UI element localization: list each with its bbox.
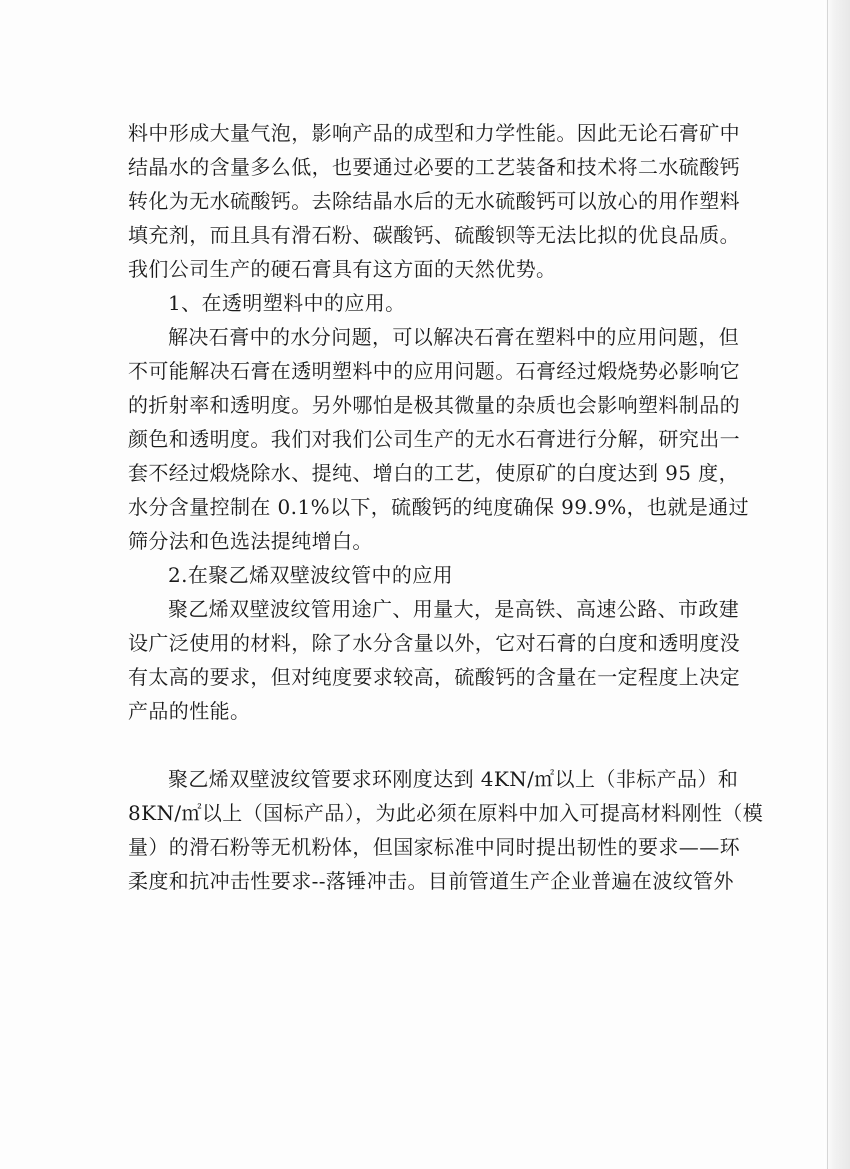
- text-line: 结晶水的含量多么低，也要通过必要的工艺装备和技术将二水硫酸钙: [128, 155, 740, 179]
- text-line: 水分含量控制在 0.1%以下，硫酸钙的纯度确保 99.9%，也就是通过: [128, 495, 750, 519]
- text-line: 解决石膏中的水分问题，可以解决石膏在塑料中的应用问题，但: [168, 325, 740, 349]
- text-line: 筛分法和色选法提纯增白。: [128, 529, 373, 553]
- document-body: [128, 116, 764, 898]
- scan-edge-line: [827, 0, 828, 1169]
- paragraph-gap: [128, 728, 710, 762]
- text-line: 2.在聚乙烯双壁波纹管中的应用: [168, 563, 454, 587]
- text-line: 的折射率和透明度。另外哪怕是极其微量的杂质也会影响塑料制品的: [128, 393, 740, 417]
- text-line: 料中形成大量气泡，影响产品的成型和力学性能。因此无论石膏矿中: [128, 121, 740, 145]
- text-line: 套不经过煅烧除水、提纯、增白的工艺，使原矿的白度达到 95 度，: [128, 461, 739, 485]
- text-line: 颜色和透明度。我们对我们公司生产的无水石膏进行分解，研究出一: [128, 427, 740, 451]
- text-line: 聚乙烯双壁波纹管要求环刚度达到 4KN/㎡以上（非标产品）和: [168, 767, 739, 791]
- text-line: 柔度和抗冲击性要求--落锤冲击。目前管道生产企业普遍在波纹管外: [128, 869, 734, 893]
- text-line: 转化为无水硫酸钙。去除结晶水后的无水硫酸钙可以放心的用作塑料: [128, 189, 740, 213]
- text-line: 有太高的要求，但对纯度要求较高，硫酸钙的含量在一定程度上决定: [128, 665, 740, 689]
- text-line: 产品的性能。: [128, 699, 251, 723]
- text-line: 8KN/㎡以上（国标产品），为此必须在原料中加入可提高材料刚性（模: [128, 801, 764, 825]
- text-line: 我们公司生产的硬石膏具有这方面的天然优势。: [128, 257, 557, 281]
- text-line: 聚乙烯双壁波纹管用途广、用量大，是高铁、高速公路、市政建: [168, 597, 740, 621]
- text-line: 填充剂，而且具有滑石粉、碳酸钙、硫酸钡等无法比拟的优良品质。: [128, 223, 740, 247]
- text-line: 设广泛使用的材料，除了水分含量以外，它对石膏的白度和透明度没: [128, 631, 740, 655]
- text-line: 不可能解决石膏在透明塑料中的应用问题。石膏经过煅烧势必影响它: [128, 359, 740, 383]
- text-line: 1、在透明塑料中的应用。: [168, 291, 406, 315]
- text-line: 量）的滑石粉等无机粉体，但国家标准中同时提出韧性的要求——环: [128, 835, 740, 859]
